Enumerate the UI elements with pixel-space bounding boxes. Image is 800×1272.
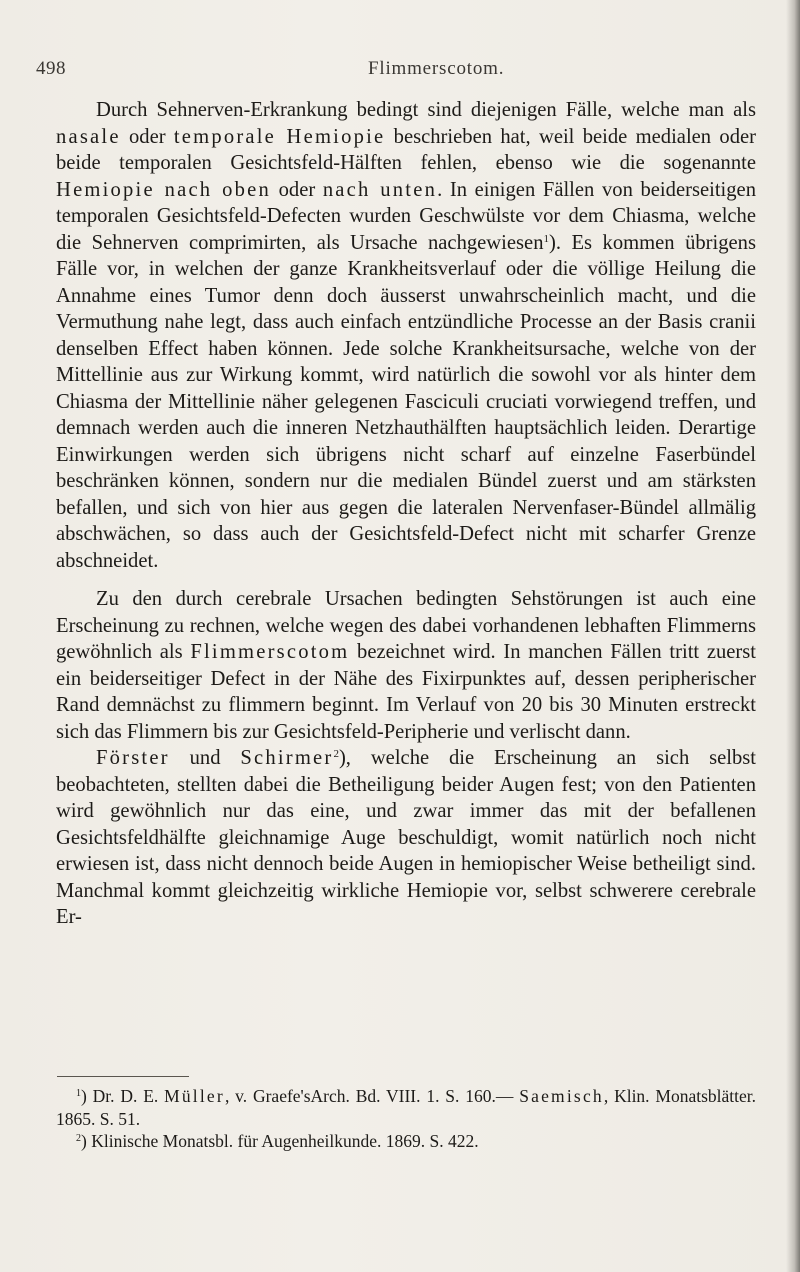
spaced-term: Flimmerscotom: [190, 641, 350, 663]
text-run: , Klin. Monatsblätter. 1865. S. 51.: [56, 1086, 756, 1129]
text-run: bezeichnet wird. In manchen Fällen tritt zuerst ein beiderseitiger Defect in der Nähe des Fixirpunktes auf, dessen peripherischer Rand demnächst zu flimmern beginnt. Im Verlauf von 20 bis 30 Minuten erstreckt sich das Flimmern bis zur Gesichtsfeld-Peripherie und verlischt dann.: [56, 641, 756, 743]
author-name: Saemisch: [519, 1086, 604, 1106]
paragraph-foerster-schirmer: [56, 745, 756, 931]
page-number: 498: [36, 58, 66, 79]
spaced-term: temporale Hemiopie: [173, 125, 386, 148]
page-header: [36, 58, 740, 86]
footnote-marker: 2: [76, 1133, 81, 1144]
footnote-ref-2: 2: [333, 748, 339, 760]
text-run: oder: [120, 125, 174, 148]
text-run: , v. Graefe'sArch. Bd. VIII. 1. S. 160.—: [224, 1086, 520, 1106]
footnote-1: [56, 1085, 756, 1130]
footnote-marker: 1: [76, 1088, 81, 1099]
author-name: Schirmer: [240, 747, 334, 769]
footnote-divider: [57, 1076, 189, 1077]
text-run: und: [169, 747, 241, 769]
text-run: . In einigen Fällen von beiderseitigen temporalen Gesichtsfeld-Defecten wurden Geschwülste vor dem Chiasma, welche die Sehnerven comprimirten, als Ursache nachgewiesen: [56, 178, 756, 254]
footnote-ref-1: 1: [543, 232, 549, 245]
text-run: ) Klinische Monatsbl. für Augenheilkunde. 1869. S. 422.: [81, 1131, 479, 1151]
page-edge-shadow: [786, 0, 800, 1272]
text-run: Durch Sehnerven-Erkrankung bedingt sind diejenigen Fälle, welche man als: [96, 99, 756, 121]
footnotes: [56, 1085, 756, 1153]
author-name: Förster: [96, 747, 170, 769]
spaced-term: nasale: [56, 125, 121, 148]
running-title: Flimmerscotom.: [368, 58, 505, 79]
body-text: [56, 97, 756, 931]
author-name: Müller: [164, 1086, 225, 1106]
text-run: beschrieben hat, weil beide medialen oder beide temporalen Gesichtsfeld-Hälften fehlen, ebenso wie die sogenannte: [56, 125, 757, 174]
text-run: ) Dr. D. E.: [81, 1086, 165, 1106]
paragraph-sehnerven: [56, 97, 756, 574]
footnote-2: [56, 1130, 756, 1153]
text-run: oder: [270, 178, 323, 201]
text-run: Zu den durch cerebrale Ursachen bedingten Sehstörungen ist auch eine Erscheinung zu rechnen, welche wegen des dabei vorhandenen lebhaften Flimmerns gewöhnlich als: [56, 588, 756, 663]
spaced-term: nach unten: [322, 178, 438, 201]
paragraph-flimmerscotom: [56, 586, 756, 745]
spaced-term: Hemiopie nach oben: [56, 178, 271, 201]
text-run: ). Es kommen übrigens Fälle vor, in welchen der ganze Krankheitsverlauf oder die völlige Heilung die Annahme eines Tumor denn doch äusserst unwahrscheinlich macht, und die Vermuthung nahe legt, dass auch einfach entzündliche Processe an der Basis cranii denselben Effect haben können. Jede solche Krankheitsursache, welche von der Mittellinie aus zur Wirkung kommt, wird natürlich die sowohl vor als hinter dem Chiasma der Mittellinie näher gelegenen Fasciculi cruciati vorwiegend treffen, und demnach werden auch die inneren Netzhauthälften hauptsächlich leiden. Derartige Einwirkungen werden sich übrigens nicht scharf auf einzelne Faserbündel beschränken können, sondern nur die medialen Bündel zuerst und am stärksten befallen, und sich von hier aus gegen die lateralen Nervenfaser-Bündel allmälig abschwächen, so dass auch der Gesichtsfeld-Defect nicht mit scharfer Grenze abschneidet.: [56, 231, 756, 572]
text-run: ), welche die Erscheinung an sich selbst beobachteten, stellten dabei die Betheiligung beider Augen fest; von den Patienten wird gewöhnlich nur das eine, und zwar immer das mit der befallenen Gesichtsfeldhälfte gleichnamige Auge beschuldigt, womit natürlich noch nicht erwiesen ist, dass nicht dennoch beide Augen in hemiopischer Weise betheiligt sind. Manchmal kommt gleichzeitig wirkliche Hemiopie vor, selbst schwerere cerebrale Er-: [56, 747, 757, 928]
